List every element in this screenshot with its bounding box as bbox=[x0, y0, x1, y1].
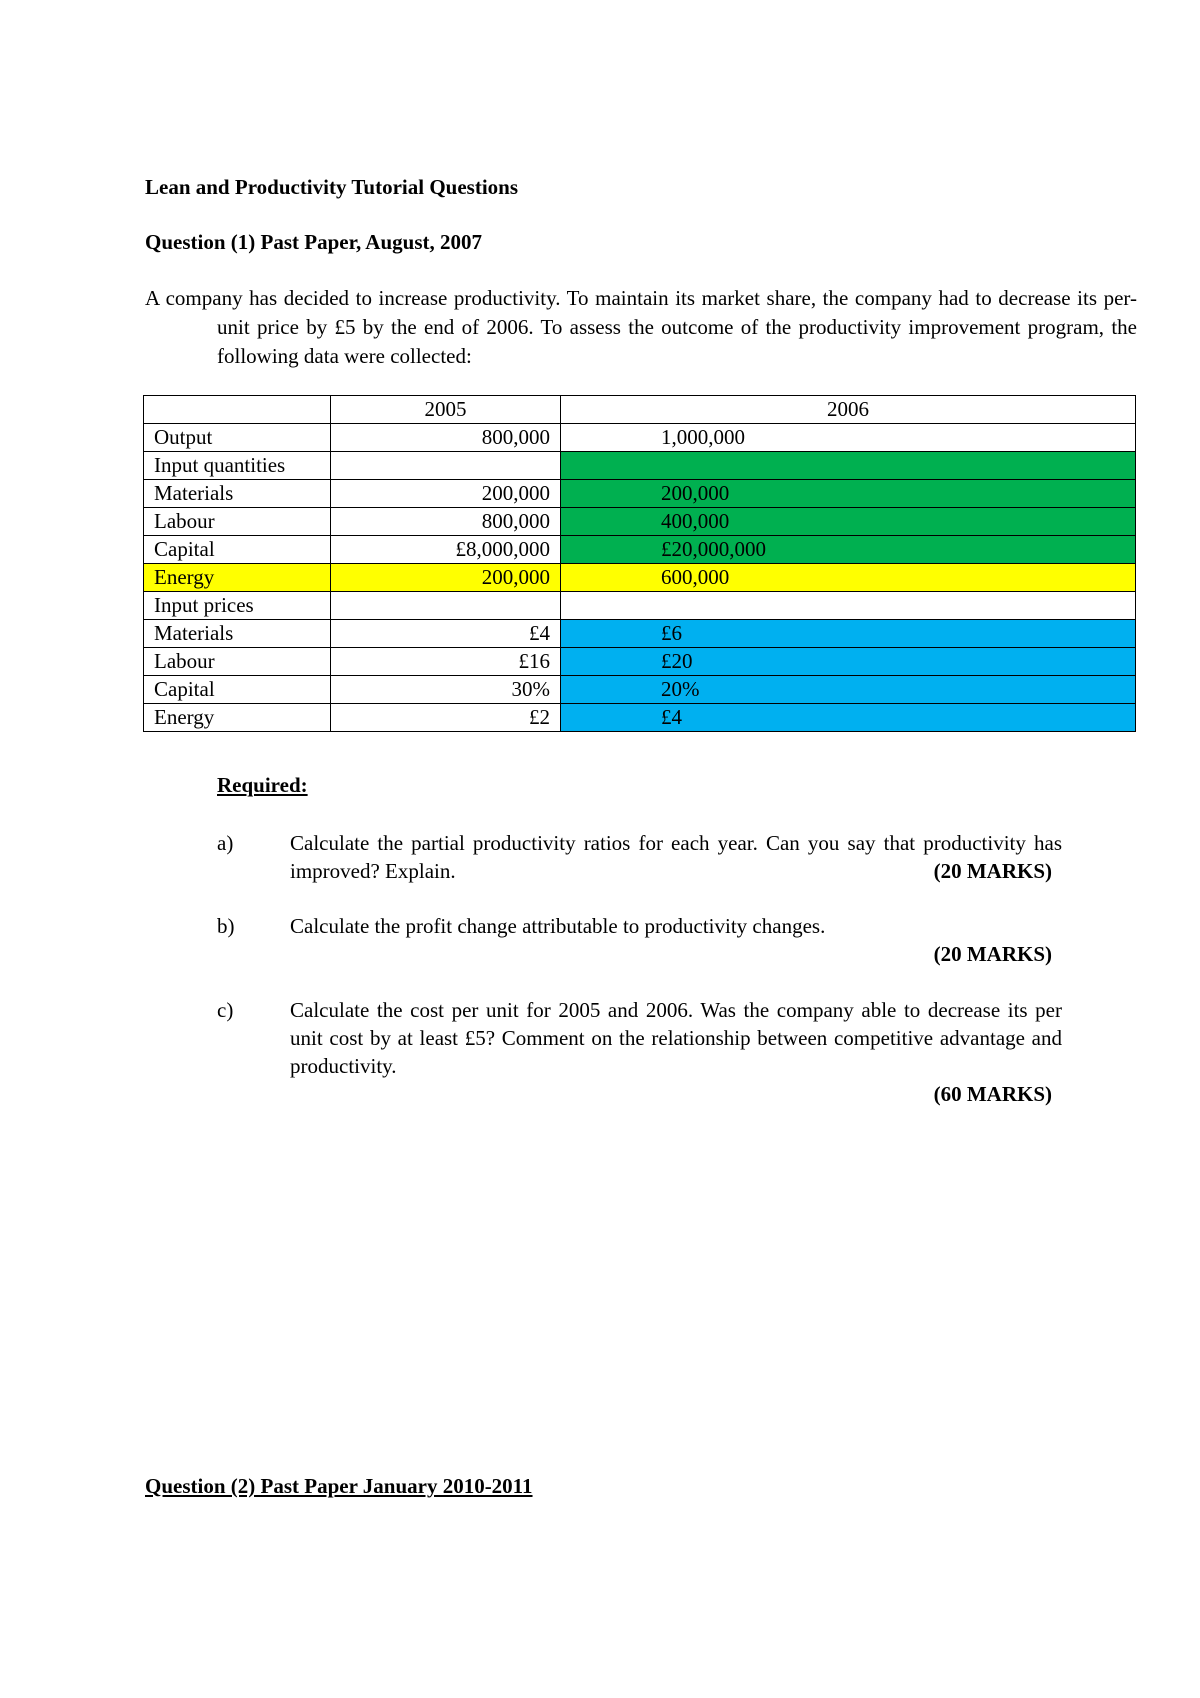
table-header-row bbox=[144, 396, 1136, 424]
value-2005: 200,000 bbox=[331, 480, 561, 508]
value-2005: £16 bbox=[331, 648, 561, 676]
part-letter: a) bbox=[217, 831, 234, 855]
value-2005: 800,000 bbox=[331, 424, 561, 452]
value-2005 bbox=[331, 592, 561, 620]
header-cell-2005: 2005 bbox=[331, 396, 561, 424]
value-2006: 20% bbox=[561, 676, 1136, 704]
value-2005 bbox=[331, 452, 561, 480]
data-table bbox=[143, 395, 1136, 732]
row-label: Input prices bbox=[144, 592, 331, 620]
value-2005: £4 bbox=[331, 620, 561, 648]
document-title: Lean and Productivity Tutorial Questions bbox=[145, 175, 519, 199]
value-2006: 400,000 bbox=[561, 508, 1136, 536]
value-2006: £6 bbox=[561, 620, 1136, 648]
header-cell-2006: 2006 bbox=[561, 396, 1136, 424]
part-marks: (60 MARKS) bbox=[933, 1082, 1052, 1106]
value-2005: 200,000 bbox=[331, 564, 561, 592]
value-2006: £20,000,000 bbox=[561, 536, 1136, 564]
part-marks: (20 MARKS) bbox=[933, 859, 1052, 883]
value-2006 bbox=[561, 592, 1136, 620]
table-row bbox=[144, 704, 1136, 732]
value-2006: £4 bbox=[561, 704, 1136, 732]
part-text: Calculate the partial productivity ratios for each year. Can you say that productivity has improved? Explain. bbox=[290, 831, 1062, 883]
row-label: Labour bbox=[144, 508, 331, 536]
row-label: Materials bbox=[144, 480, 331, 508]
value-2005: 30% bbox=[331, 676, 561, 704]
value-2006: 200,000 bbox=[561, 480, 1136, 508]
part-text: Calculate the profit change attributable to productivity changes. bbox=[290, 914, 826, 938]
value-2005: £2 bbox=[331, 704, 561, 732]
question-1-heading: Question (1) Past Paper, August, 2007 bbox=[145, 230, 482, 254]
row-label: Capital bbox=[144, 536, 331, 564]
table-row bbox=[144, 508, 1136, 536]
table-row bbox=[144, 480, 1136, 508]
value-2005: £8,000,000 bbox=[331, 536, 561, 564]
table-row bbox=[144, 536, 1136, 564]
table-row bbox=[144, 620, 1136, 648]
part-marks: (20 MARKS) bbox=[933, 942, 1052, 966]
table-row bbox=[144, 424, 1136, 452]
value-2006: £20 bbox=[561, 648, 1136, 676]
table-row bbox=[144, 648, 1136, 676]
header-cell-blank bbox=[144, 396, 331, 424]
part-letter: b) bbox=[217, 914, 235, 938]
table-row bbox=[144, 452, 1136, 480]
table-row bbox=[144, 592, 1136, 620]
row-label: Output bbox=[144, 424, 331, 452]
question-1-intro: A company has decided to increase productivity. To maintain its market share, the company had to decrease its per-unit price by £5 by the end of 2006. To assess the outcome of the productivity improvement program, the following data were collected: bbox=[145, 286, 1137, 368]
value-2006 bbox=[561, 452, 1136, 480]
row-label: Labour bbox=[144, 648, 331, 676]
part-text: Calculate the cost per unit for 2005 and 2006. Was the company able to decrease its per unit cost by at least £5? Comment on the relationship between competitive advantage and productivity. bbox=[290, 998, 1062, 1078]
table-row bbox=[144, 676, 1136, 704]
row-label: Materials bbox=[144, 620, 331, 648]
table-row bbox=[144, 564, 1136, 592]
value-2006: 1,000,000 bbox=[561, 424, 1136, 452]
row-label: Capital bbox=[144, 676, 331, 704]
value-2005: 800,000 bbox=[331, 508, 561, 536]
required-label: Required: bbox=[217, 773, 308, 797]
row-label: Input quantities bbox=[144, 452, 331, 480]
question-2-heading: Question (2) Past Paper January 2010-2011 bbox=[145, 1474, 533, 1498]
row-label: Energy bbox=[144, 564, 331, 592]
row-label: Energy bbox=[144, 704, 331, 732]
value-2006: 600,000 bbox=[561, 564, 1136, 592]
part-letter: c) bbox=[217, 998, 234, 1022]
